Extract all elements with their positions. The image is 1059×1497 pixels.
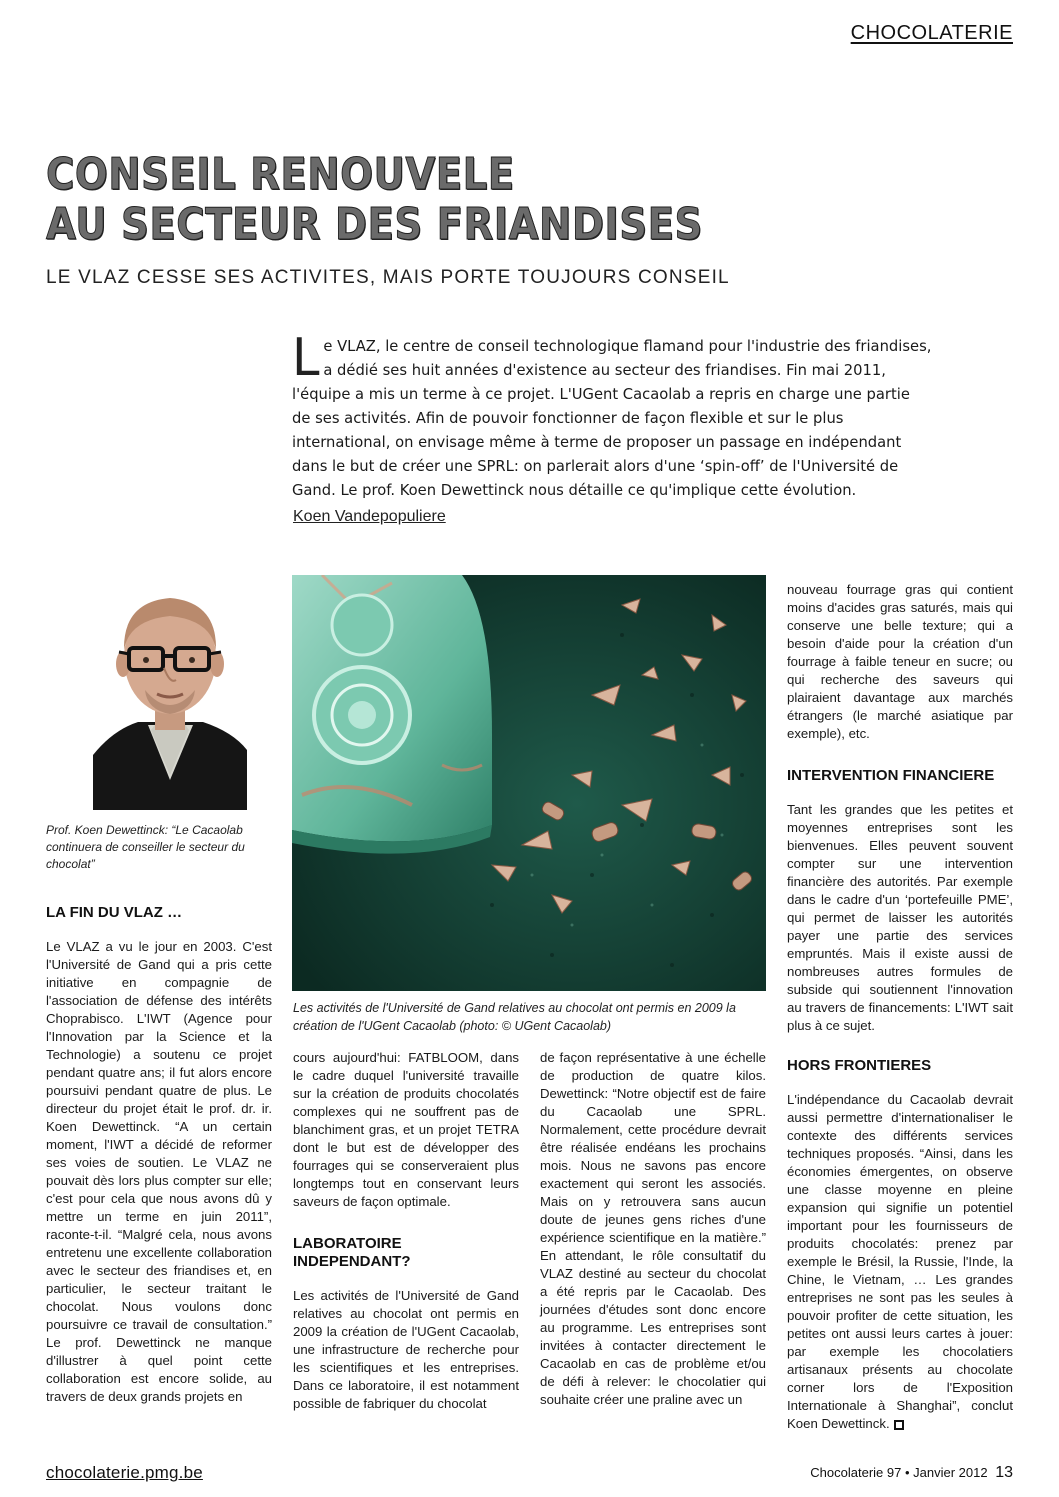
intro-text: e VLAZ, le centre de conseil technologique flamand pour l'industrie des friandises, a dédié ses huit années d'existence au secteur des friandises. Fin mai 2011, l'équipe a mis un terme à ce projet. L'UGent Cacaolab a repris en charge une partie de ses activités. Afin de pouvoir fonctionner de façon flexible et sur le plus international, on envisage même à terme de proposer un passage en indépendant dans le but de créer une SPRL: on parlerait alors d'une ‘spin-off’ de l'Université de Gand. Le prof. Koen Dewettinck nous détaille ce qu'implique cette évolution. <box>292 337 932 499</box>
end-mark-icon <box>894 1420 904 1430</box>
article-intro <box>292 328 932 502</box>
paragraph-facon: de façon représentative à une échelle de production de quatre kilos. Dewettinck: “Notre objectif est de faire du Cacaolab une SPRL. Normalement, cette procédure devrait être réalisée endéans les prochains mois. Nous ne savons pas encore exactement qui seront les associés. Mais on y retrouvera sans aucun doute de jeunes gens riches d'une expérience scientifique en la matière.” En attendant, le rôle consultatif du VLAZ destiné au secteur du chocolat a été repris par le Cacaolab. Des journées d'études sont donc encore au programme. Les entreprises sont invitées à contacter directement le Cacaolab en cas de problème et/ou de défi à relever: le chocolatier qui souhaite créer une praline avec un <box>540 1050 766 1407</box>
paragraph-fin-du-vlaz: Le VLAZ a vu le jour en 2003. C'est l'Université de Gand qui a pris cette initiative en compagnie de l'association de défense des intérêts Choprabisco. L'IWT (Agence pour l'Innovation par la Science et la Technologie) a soutenu ce projet pendant quatre ans; il fut alors encore poursuivi pendant quatre de plus. Le directeur du projet était le prof. dr. ir. Koen Dewettinck. “A un certain moment, l'IWT a décidé de reformer ses voies de soutien. Le VLAZ ne pouvait dès lors plus compter sur elle; c'est pour cela que nous avons dû y mettre un terme en juin 2011”, raconte-t-il. “Malgré cela, nous avons entretenu une excellente collaboration avec le secteur des friandises et, en particulier, le secteur traitant le chocolat. Nous voulons donc poursuivre ce travail de consultation.” Le prof. Dewettinck ne manque d'illustrer à quel point cette collaboration est encore solide, au travers de deux grands projets en <box>46 939 272 1404</box>
column-3 <box>540 1049 766 1409</box>
footer-website-link[interactable]: chocolaterie.pmg.be <box>46 1463 203 1482</box>
chocolate-mould-photo <box>292 575 766 991</box>
footer-issue: Chocolaterie 97 • Janvier 2012 <box>810 1465 988 1480</box>
paragraph-laboratoire: Les activités de l'Université de Gand relatives au chocolat ont permis en 2009 la création de l'UGent Cacaolab, une infrastructure de recherche pour les scientifiques et les entreprises. Dans ce laboratoire, il est notamment possible de fabriquer du chocolat <box>293 1288 519 1411</box>
section-label: CHOCOLATERIE <box>850 22 1013 44</box>
portrait-image <box>93 580 247 810</box>
column-1 <box>46 904 272 1406</box>
article-subtitle: LE VLAZ CESSE SES ACTIVITES, MAIS PORTE TOUJOURS CONSEIL <box>46 267 730 288</box>
column-2 <box>293 1049 519 1413</box>
photo-caption: Les activités de l'Université de Gand relatives au chocolat ont permis en 2009 la création de l'UGent Cacaolab (photo: © UGent Cacaolab) <box>293 1001 736 1033</box>
heading-fin-du-vlaz: LA FIN DU VLAZ … <box>46 904 183 921</box>
heading-intervention-financiere: INTERVENTION FINANCIERE <box>787 767 995 784</box>
footer-issue-info <box>810 1464 1013 1482</box>
heading-hors-frontieres: HORS FRONTIERES <box>787 1057 932 1074</box>
page-number: 13 <box>995 1464 1013 1481</box>
paragraph-cours: cours aujourd'hui: FATBLOOM, dans le cadre duquel l'université travaille sur la création de produits chocolatés complexes qui ne souffrent pas de blanchiment gras, et un projet TETRA dont le but est de développer des fourrages qui se conserveraient plus longtemps tout en conservant leurs saveurs de façon optimale. <box>293 1050 519 1209</box>
intro-dropcap: L <box>292 328 320 388</box>
heading-laboratoire: LABORATOIRE INDEPENDANT? <box>293 1235 411 1270</box>
portrait-caption: Prof. Koen Dewettinck: “Le Cacaolab continuera de conseiller le secteur du chocolat” <box>46 823 245 871</box>
column-4 <box>787 581 1013 1433</box>
title-line-2: AU SECTEUR DES FRIANDISES <box>46 199 703 250</box>
article-title <box>46 150 715 250</box>
author-byline: Koen Vandepopuliere <box>293 508 446 525</box>
paragraph-hors-frontieres-text: L'indépendance du Cacaolab devrait aussi permettre d'internationaliser le contexte des différents services techniques proposés. “Ainsi, dans les économies émergentes, on observe une classe moyenne en pleine expansion qui signifie un potentiel important pour les fournisseurs de produits chocolatés: prenez par exemple le Brésil, la Russie, l'Inde, la Chine, le Vietnam, … Les grandes entreprises ne sont pas les seules à pouvoir profiter de cette situation, les petites ont aussi leurs cartes à jouer: par exemple les chocolatiers artisanaux présents au chocolate corner lors de l'Exposition Internationale à Shanghai”, conclut Koen Dewettinck. <box>787 1092 1013 1431</box>
title-line-1: CONSEIL RENOUVELE <box>46 149 515 200</box>
paragraph-fourrage: nouveau fourrage gras qui contient moins d'acides gras saturés, mais qui conserve une belle texture; qui a besoin d'aide pour la création d'un fourrage à faible teneur en sucre; ou qui recherche des saveurs qui plairaient davantage aux marchés étrangers (le marché asiatique par exemple), etc. <box>787 582 1013 741</box>
paragraph-hors-frontieres <box>787 1091 1013 1433</box>
paragraph-intervention-financiere: Tant les grandes que les petites et moyennes entreprises sont les bienvenues. Elles peuvent souvent compter sur une intervention financière des autorités. Par exemple dans le cadre d'un ‘portefeuille PME’, qui permet de laisser les autorités payer une partie des services empruntés. Mais il existe aussi de nombreuses autres formules de subside qui soutiennent l'innovation au travers de financements: L'IWT sait plus à ce sujet. <box>787 802 1013 1033</box>
